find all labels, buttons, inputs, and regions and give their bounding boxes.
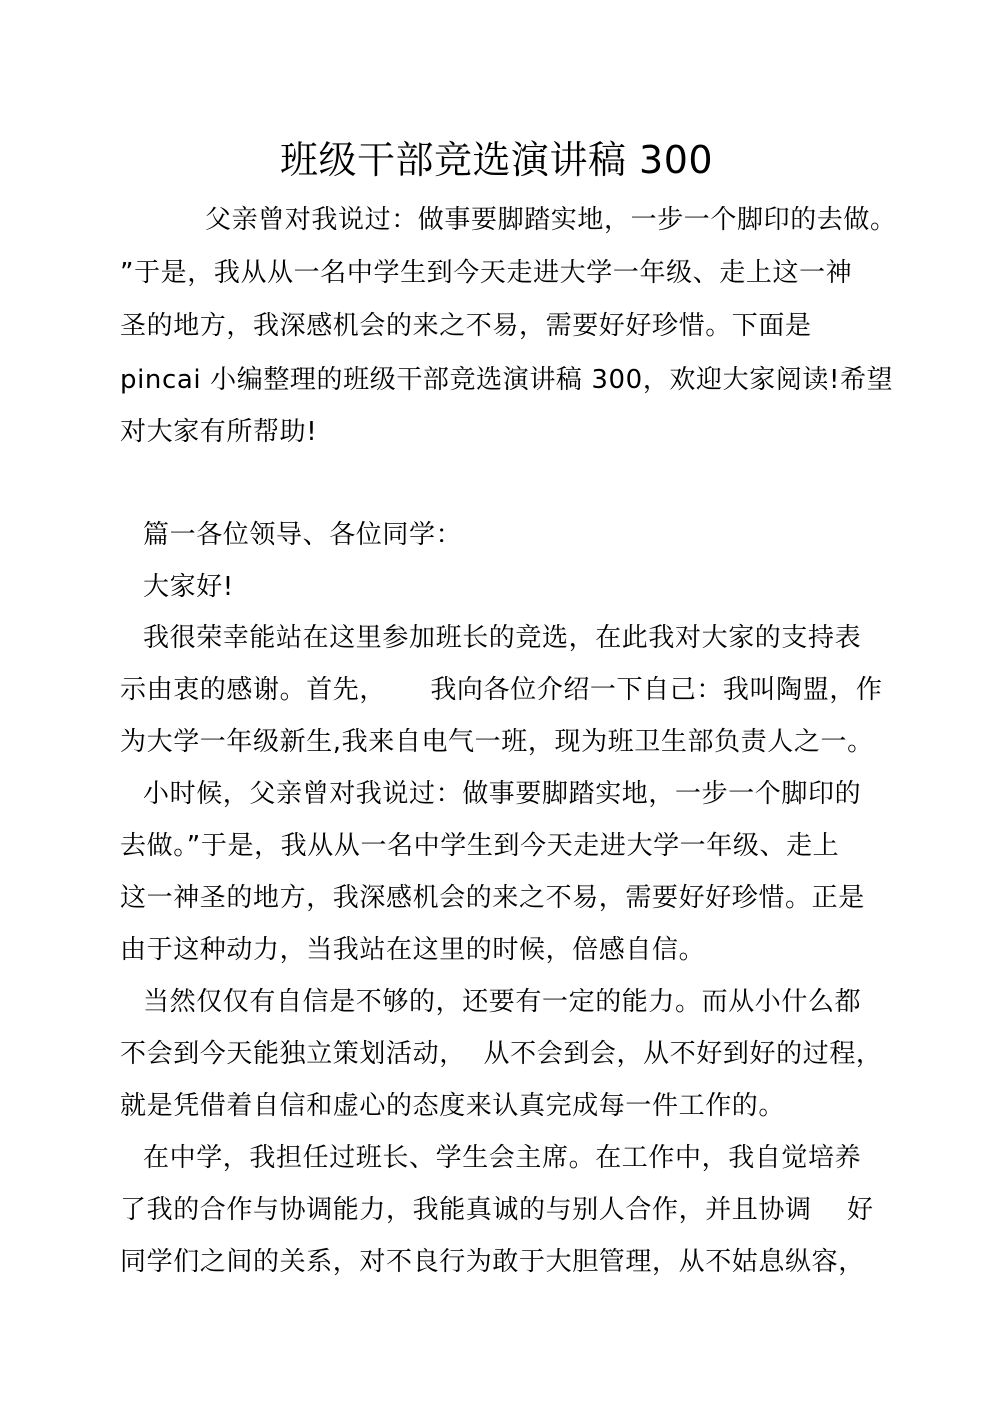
body-line-11: 不会到今天能独立策划活动， 从不会到会，从不好到好的过程， (120, 1039, 883, 1069)
intro-line-5: 对大家有所帮助! (120, 417, 318, 447)
body-line-9: 由于这种动力，当我站在这里的时候，倍感自信。 (120, 935, 706, 965)
body-line-2: 大家好! (143, 572, 234, 602)
body-line-7: 去做。”于是，我从从一名中学生到今天走进大学一年级、走上 (120, 831, 840, 861)
body-line-6: 小时候，父亲曾对我说过：做事要脚踏实地，一步一个脚印的 (143, 779, 862, 809)
body-line-5: 为大学一年级新生,我来自电气一班，现为班卫生部负责人之一。 (120, 727, 874, 757)
body-line-12: 就是凭借着自信和虚心的态度来认真完成每一件工作的。 (120, 1091, 786, 1121)
body-line-13: 在中学，我担任过班长、学生会主席。在工作中，我自觉培养 (143, 1143, 862, 1173)
body-line-1: 篇一各位领导、各位同学： (143, 520, 463, 550)
document-title: 班级干部竞选演讲稿 300 (279, 138, 714, 182)
body-line-8: 这一神圣的地方，我深感机会的来之不易，需要好好珍惜。正是 (120, 883, 865, 913)
body-line-4: 示由衷的感谢。首先， 我向各位介绍一下自己：我叫陶盟，作 (120, 675, 883, 705)
intro-line-1: 父亲曾对我说过：做事要脚踏实地，一步一个脚印的去做。 (205, 205, 897, 235)
intro-line-4: pincai 小编整理的班级干部竞选演讲稿 300，欢迎大家阅读!希望 (120, 365, 894, 395)
body-line-15: 同学们之间的关系，对不良行为敢于大胆管理，从不姑息纵容， (120, 1247, 865, 1277)
body-line-3: 我很荣幸能站在这里参加班长的竞选，在此我对大家的支持表 (143, 623, 862, 653)
body-line-10: 当然仅仅有自信是不够的，还要有一定的能力。而从小什么都 (143, 987, 862, 1017)
intro-line-3: 圣的地方，我深感机会的来之不易，需要好好珍惜。下面是 (120, 311, 812, 341)
body-line-14: 了我的合作与协调能力，我能真诚的与别人合作，并且协调 好 (120, 1195, 874, 1225)
intro-line-2: ”于是，我从从一名中学生到今天走进大学一年级、走上这一神 (120, 258, 853, 288)
